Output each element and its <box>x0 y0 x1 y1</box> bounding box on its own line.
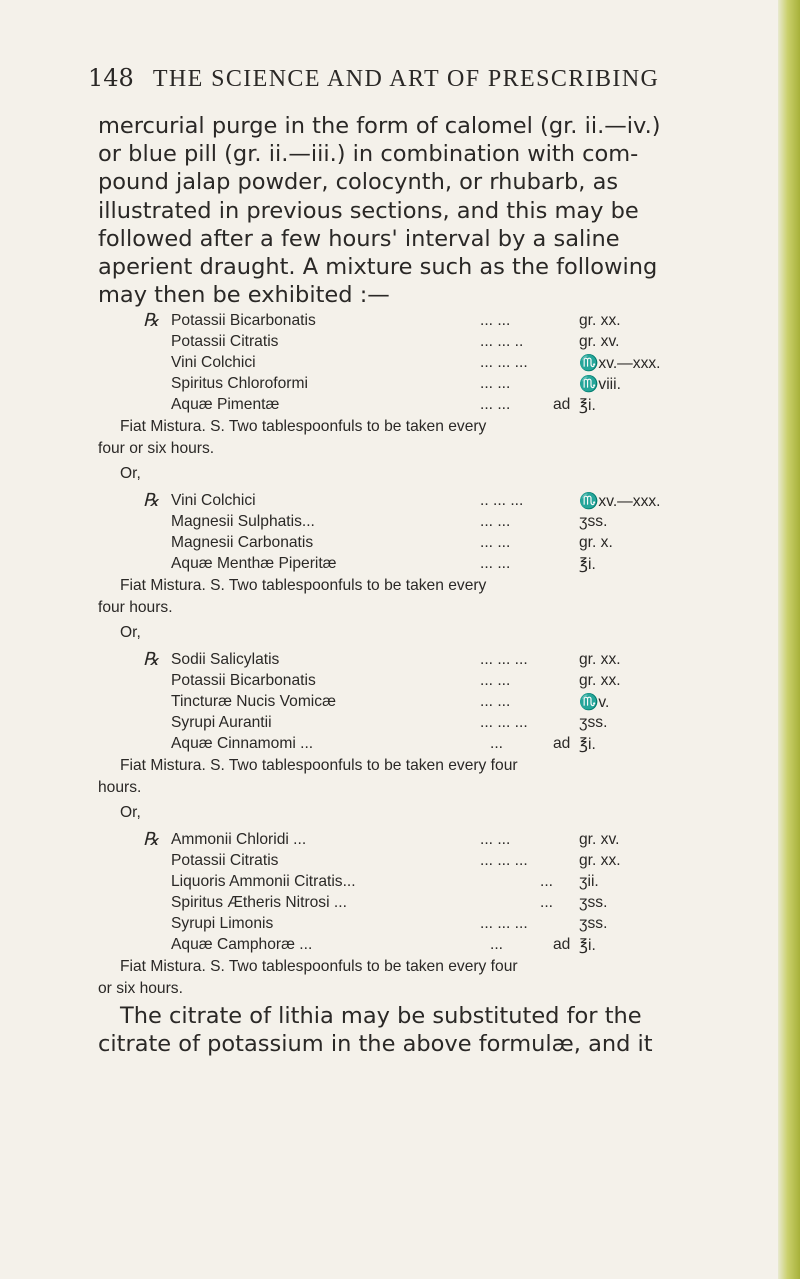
ingredient-dose: ℥i. <box>579 397 596 414</box>
ingredient-name: Potassii Bicarbonatis <box>171 312 316 329</box>
page-edge <box>778 0 800 1279</box>
rx-symbol: ℞ <box>143 829 160 850</box>
leader-dots: ... ... <box>480 693 511 710</box>
ingredient-dose: gr. xx. <box>579 651 621 668</box>
leader-dots: ... ... <box>480 513 511 530</box>
ingredient-dose: ʒss. <box>579 915 608 932</box>
or-label: Or, <box>120 465 141 482</box>
closing-paragraph <box>98 1002 758 1058</box>
ingredient-dose: gr. xv. <box>579 333 620 350</box>
ingredient-name: Liquoris Ammonii Citratis... <box>171 873 356 890</box>
leader-dots: ... ... <box>480 396 511 413</box>
leader-dots: ... ... .. <box>480 333 524 350</box>
ad-marker: ad <box>553 396 571 413</box>
leader-dots: ... ... ... <box>480 915 528 932</box>
leader-dots: ... ... <box>480 831 511 848</box>
directions-line: Fiat Mistura. S. Two tablespoonfuls to be taken every four <box>120 757 518 774</box>
directions-line: Fiat Mistura. S. Two tablespoonfuls to be taken every <box>120 418 487 435</box>
ingredient-name: Vini Colchici <box>171 354 256 371</box>
text-line: followed after a few hours' interval by a saline <box>98 225 620 252</box>
ingredient-name: Magnesii Carbonatis <box>171 534 314 551</box>
ingredient-dose: ℥i. <box>579 556 596 573</box>
rx-symbol: ℞ <box>143 649 160 670</box>
leader-dots: ... ... ... <box>480 714 528 731</box>
ingredient-name: Sodii Salicylatis <box>171 651 280 668</box>
ingredient-dose: ʒss. <box>579 714 608 731</box>
ingredient-dose: ♏v. <box>579 694 610 711</box>
ingredient-name: Spiritus Chloroformi <box>171 375 308 392</box>
running-title: THE SCIENCE AND ART OF PRESCRIBING <box>152 66 660 92</box>
ingredient-name: Vini Colchici <box>171 492 256 509</box>
ingredient-name: Syrupi Aurantii <box>171 714 272 731</box>
ingredient-name: Potassii Citratis <box>171 852 279 869</box>
directions-line: Fiat Mistura. S. Two tablespoonfuls to be taken every <box>120 577 487 594</box>
directions-line: Fiat Mistura. S. Two tablespoonfuls to be taken every four <box>120 958 518 975</box>
ingredient-name: Ammonii Chloridi ... <box>171 831 307 848</box>
rx-symbol: ℞ <box>143 310 160 331</box>
ingredient-dose: ♏xv.—xxx. <box>579 493 661 510</box>
ingredient-name: Aquæ Pimentæ <box>171 396 280 413</box>
ingredient-name: Aquæ Menthæ Piperitæ <box>171 555 337 572</box>
or-label: Or, <box>120 804 141 821</box>
leader-dots: ... ... ... <box>480 852 528 869</box>
ingredient-dose: gr. xx. <box>579 312 621 329</box>
ingredient-dose: ♏xv.—xxx. <box>579 355 661 372</box>
ingredient-dose: ʒss. <box>579 894 608 911</box>
directions-line: four or six hours. <box>98 440 215 457</box>
directions-line: or six hours. <box>98 980 183 997</box>
ingredient-name: Syrupi Limonis <box>171 915 274 932</box>
ad-marker: ad <box>553 936 571 953</box>
ingredient-dose: gr. x. <box>579 534 613 551</box>
ingredient-dose: gr. xv. <box>579 831 620 848</box>
leader-dots: ... ... <box>480 555 511 572</box>
leader-dots: ... <box>540 894 553 911</box>
directions-line: hours. <box>98 779 142 796</box>
ingredient-name: Aquæ Camphoræ ... <box>171 936 313 953</box>
ad-marker: ad <box>553 735 571 752</box>
directions-line: four hours. <box>98 599 173 616</box>
running-header <box>88 64 748 93</box>
ingredient-dose: gr. xx. <box>579 672 621 689</box>
text-line: may then be exhibited :— <box>98 282 390 309</box>
ingredient-dose: ʒss. <box>579 513 608 530</box>
ingredient-name: Magnesii Sulphatis... <box>171 513 315 530</box>
leader-dots: ... ... <box>480 312 511 329</box>
ingredient-dose: gr. xx. <box>579 852 621 869</box>
or-label: Or, <box>120 624 141 641</box>
ingredient-name: Aquæ Cinnamomi ... <box>171 735 314 752</box>
text-line: illustrated in previous sections, and this may be <box>98 197 639 224</box>
ingredient-name: Potassii Bicarbonatis <box>171 672 316 689</box>
ingredient-name: Tincturæ Nucis Vomicæ <box>171 693 336 710</box>
leader-dots: ... ... ... <box>480 651 528 668</box>
page-number: 148 <box>88 64 134 92</box>
ingredient-dose: ℥i. <box>579 937 596 954</box>
leader-dots: ... <box>540 873 553 890</box>
leader-dots: ... <box>490 936 503 953</box>
leader-dots: ... ... <box>480 534 511 551</box>
text-line: or blue pill (gr. ii.—iii.) in combination with com- <box>98 141 639 168</box>
rx-symbol: ℞ <box>143 490 160 511</box>
ingredient-dose: ℥i. <box>579 736 596 753</box>
text-line: The citrate of lithia may be substituted for the <box>120 1003 642 1029</box>
intro-paragraph <box>98 112 758 309</box>
text-line: mercurial purge in the form of calomel (gr. ii.—iv.) <box>98 113 661 139</box>
text-line: citrate of potassium in the above formulæ, and it <box>98 1031 653 1058</box>
ingredient-dose: ʒii. <box>579 873 599 890</box>
leader-dots: ... ... <box>480 672 511 689</box>
text-line: aperient draught. A mixture such as the following <box>98 254 658 281</box>
leader-dots: .. ... ... <box>480 492 524 509</box>
ingredient-name: Spiritus Ætheris Nitrosi ... <box>171 894 347 911</box>
leader-dots: ... ... <box>480 375 511 392</box>
ingredient-dose: ♏viii. <box>579 376 621 393</box>
text-line: pound jalap powder, colocynth, or rhubarb, as <box>98 169 619 196</box>
leader-dots: ... ... ... <box>480 354 528 371</box>
ingredient-name: Potassii Citratis <box>171 333 279 350</box>
leader-dots: ... <box>490 735 503 752</box>
